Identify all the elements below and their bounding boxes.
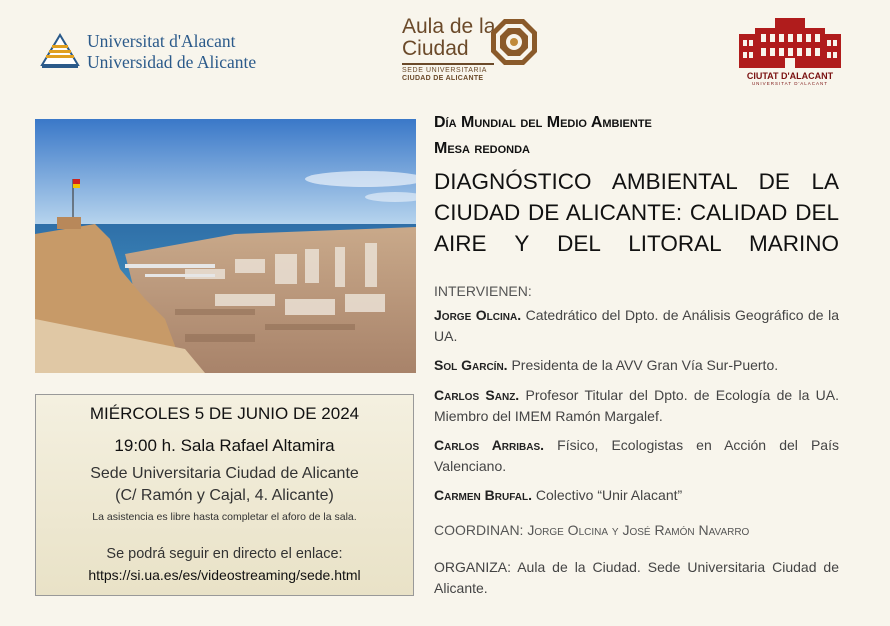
aula-logo-sub2: CIUDAD DE ALICANTE bbox=[402, 75, 484, 82]
coordinators-label: COORDINAN: bbox=[434, 522, 524, 538]
universidad-alicante-logo bbox=[40, 28, 280, 76]
organizer-label: ORGANIZA: bbox=[434, 559, 512, 575]
speaker-entry bbox=[434, 305, 839, 347]
event-info-box bbox=[35, 394, 414, 596]
event-time-place: 19:00 h. Sala Rafael Altamira bbox=[114, 436, 335, 455]
event-title-line: CIUDAD DE ALICANTE: CALIDAD DEL bbox=[434, 200, 839, 225]
kicker-day: Día Mundial del Medio Ambiente bbox=[434, 114, 652, 131]
speaker-name: Sol Garcín. bbox=[434, 357, 508, 373]
octagon-emblem-icon bbox=[490, 18, 538, 66]
attendance-note: La asistencia es libre hasta completar el aforo de la sala. bbox=[92, 511, 357, 523]
sede-logo-line2: UNIVERSITAT D'ALACANT bbox=[751, 81, 829, 86]
speaker-description: Catedrático del Dpto. de Análisis Geográfico de la UA. bbox=[434, 307, 839, 344]
ua-logo-line2: Universidad de Alicante bbox=[87, 52, 257, 72]
aula-logo-line1: Aula de la bbox=[402, 15, 496, 38]
organizer-text: Aula de la Ciudad. Sede Universitaria Ciudad de Alicante. bbox=[434, 559, 840, 596]
ua-logo-line1: Universitat d'Alacant bbox=[87, 31, 236, 51]
speaker-name: Carmen Brufal. bbox=[434, 487, 532, 503]
aula-logo-sub1: SEDE UNIVERSITARIA bbox=[402, 67, 487, 74]
organizer bbox=[434, 557, 839, 599]
speaker-name: Jorge Olcina. bbox=[434, 307, 522, 323]
speaker-name: Carlos Arribas. bbox=[434, 437, 545, 453]
speaker-entry bbox=[434, 435, 839, 477]
venue-address: (C/ Ramón y Cajal, 4. Alicante) bbox=[115, 487, 334, 504]
event-title-line: DIAGNÓSTICO AMBIENTAL DE LA bbox=[434, 169, 839, 194]
event-date: MIÉRCOLES 5 DE JUNIO DE 2024 bbox=[89, 404, 360, 423]
aula-logo-rule bbox=[402, 63, 494, 65]
kicker-format: Mesa redonda bbox=[434, 140, 531, 157]
speaker-entry bbox=[434, 385, 839, 427]
sede-ciutat-alacant-logo bbox=[735, 14, 845, 86]
sede-logo-line1: CIUTAT D'ALACANT bbox=[746, 71, 834, 81]
ua-emblem-icon bbox=[40, 32, 80, 70]
coordinators-names: Jorge Olcina y José Ramón Navarro bbox=[527, 522, 750, 538]
stream-label: Se podrá seguir en directo el enlace: bbox=[106, 546, 343, 562]
speaker-description: Profesor Titular del Dpto. de Ecología de la UA. Miembro del IMEM Ramón Margalef. bbox=[434, 387, 839, 424]
speaker-name: Carlos Sanz. bbox=[434, 387, 520, 403]
event-title-line: AIRE Y DEL LITORAL MARINO bbox=[434, 231, 839, 256]
speaker-description: Colectivo “Unir Alacant” bbox=[535, 487, 683, 503]
speaker-description: Presidenta de la AVV Gran Vía Sur-Puerto. bbox=[511, 357, 779, 373]
aula-logo-line2: Ciudad bbox=[402, 37, 469, 60]
building-emblem-icon bbox=[735, 14, 845, 70]
alicante-panorama-photo bbox=[35, 119, 416, 373]
venue-name: Sede Universitaria Ciudad de Alicante bbox=[90, 465, 359, 482]
speakers-heading: INTERVIENEN: bbox=[434, 283, 532, 299]
speaker-entry bbox=[434, 485, 839, 506]
speaker-entry bbox=[434, 355, 839, 376]
event-title bbox=[434, 166, 839, 259]
speaker-description: Físico, Ecologistas en Acción del País Valenciano. bbox=[434, 437, 839, 474]
coordinators bbox=[434, 522, 839, 538]
stream-link[interactable]: https://si.ua.es/es/videostreaming/sede.html bbox=[88, 567, 361, 583]
aula-de-la-ciudad-logo bbox=[398, 14, 548, 86]
